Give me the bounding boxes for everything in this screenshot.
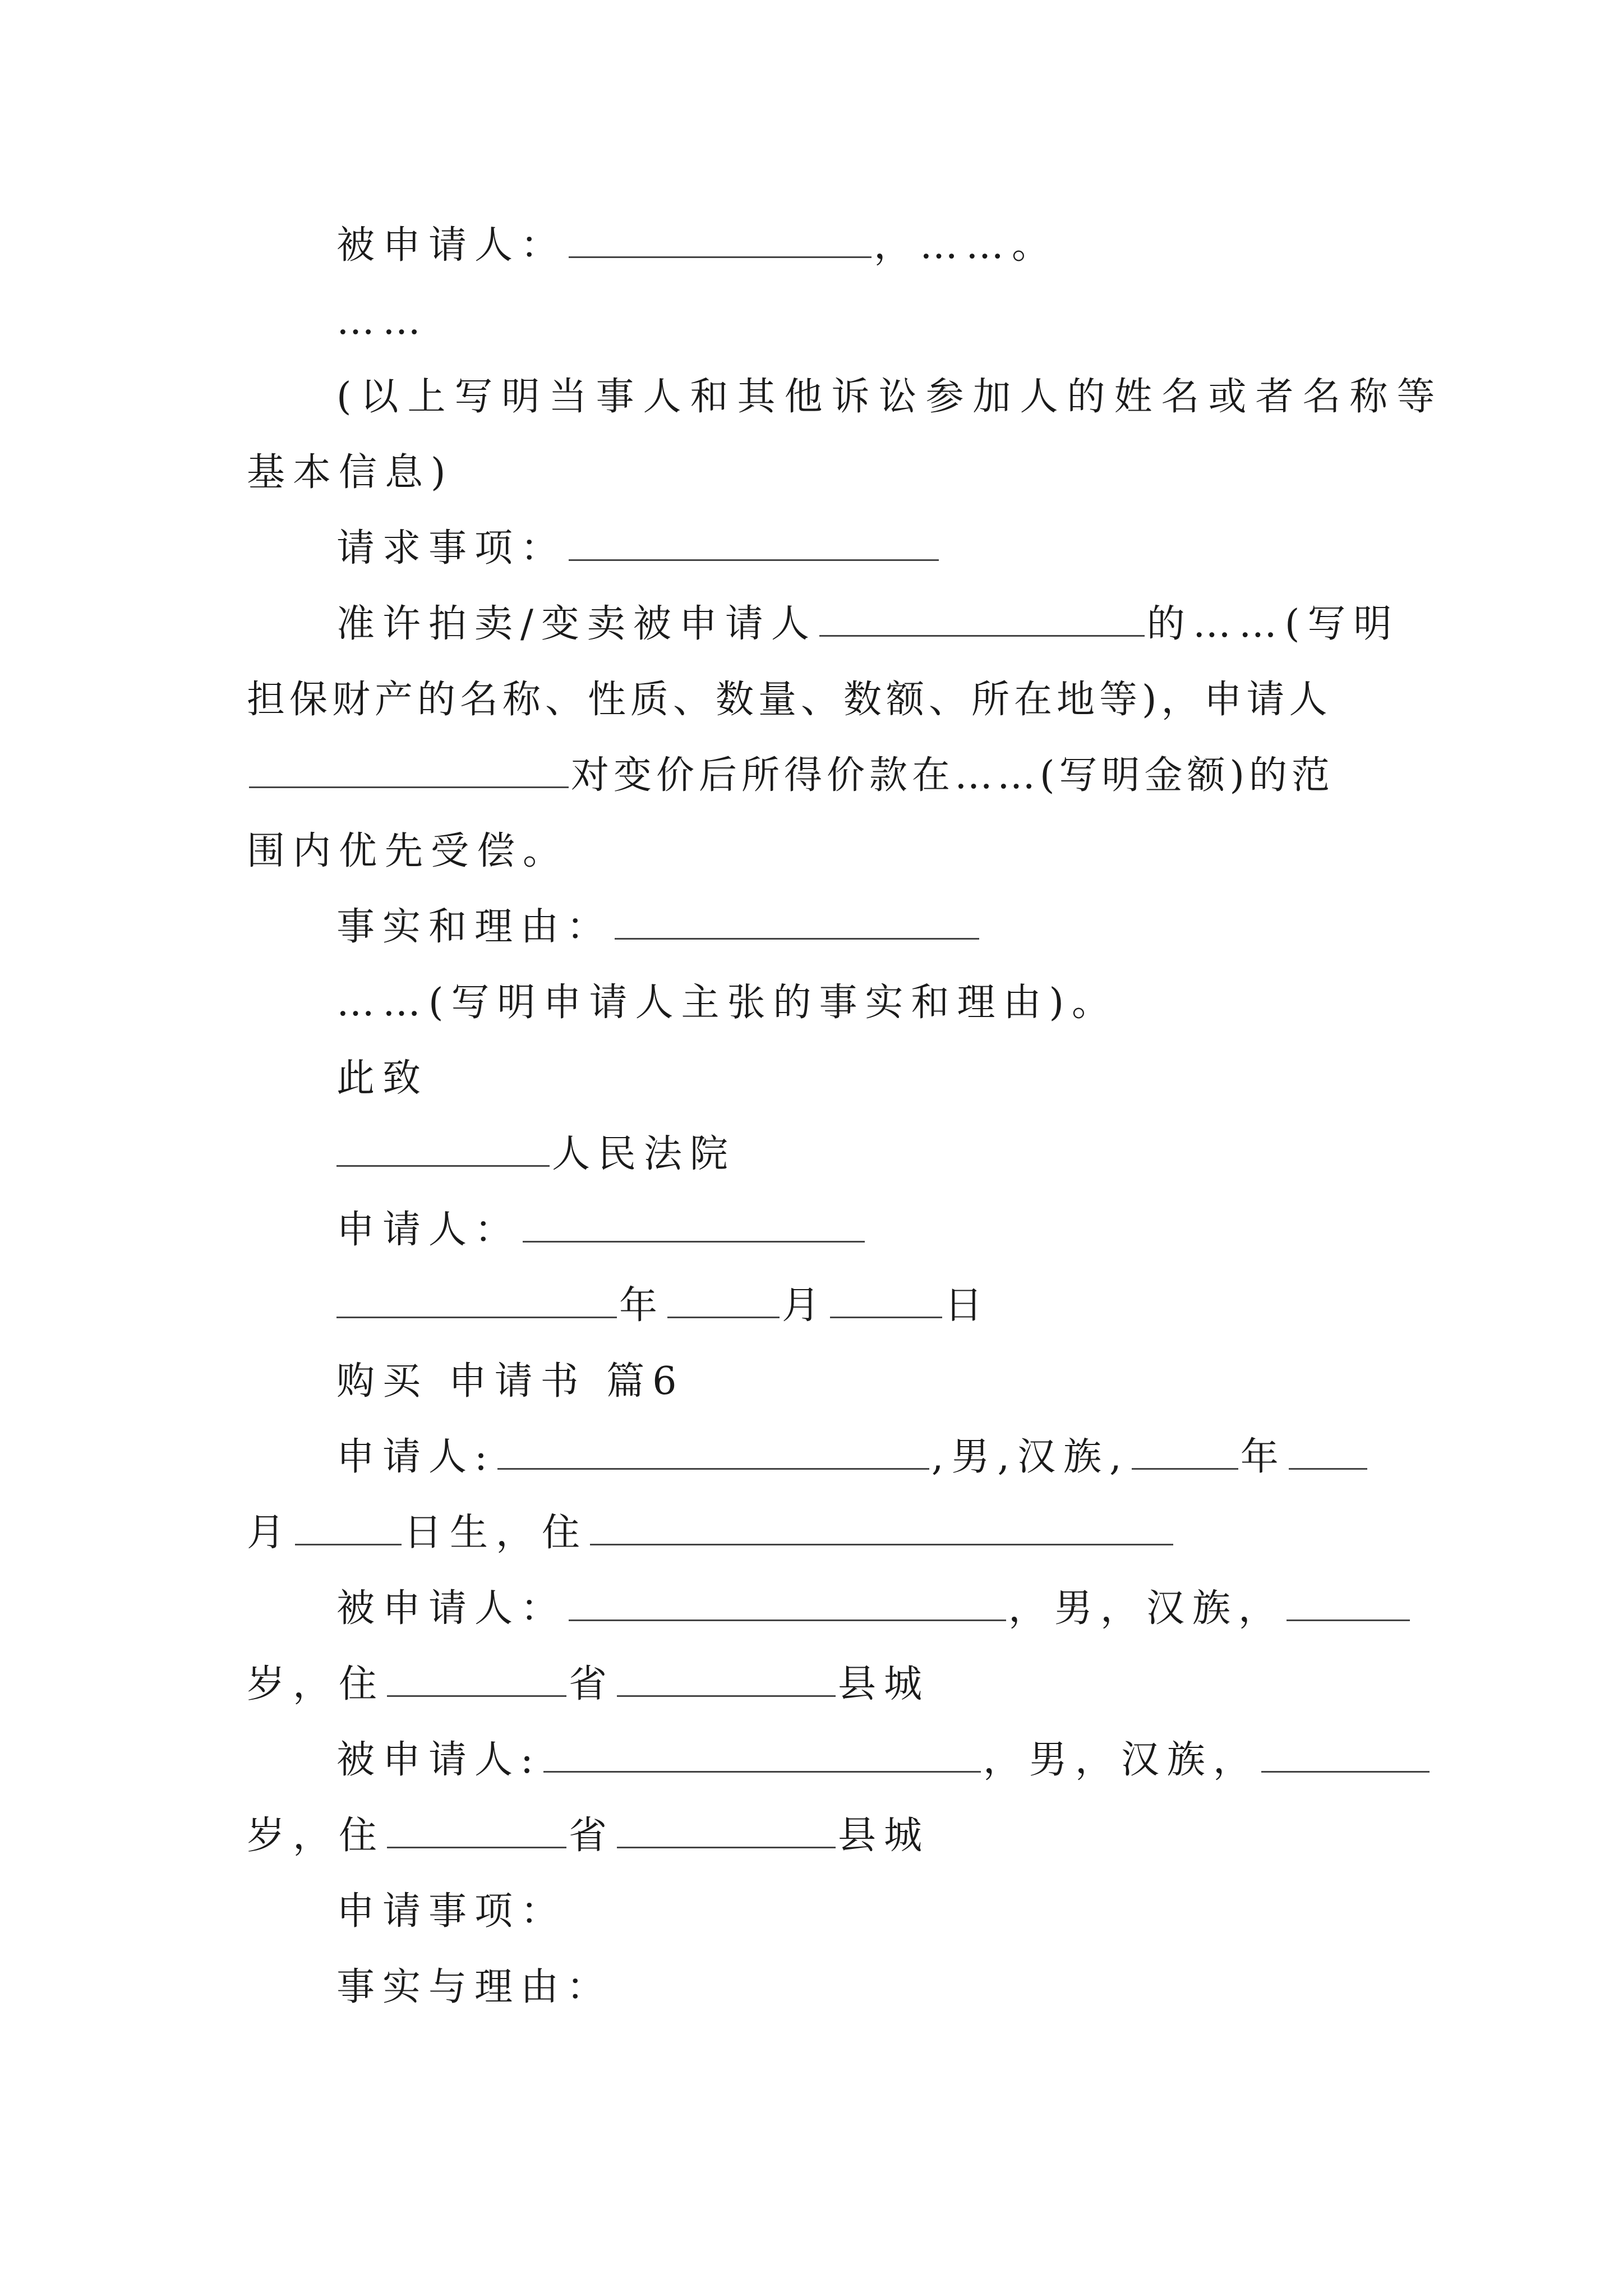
applicant-sign-blank[interactable] [523, 1207, 865, 1243]
day-label: 日 [944, 1283, 991, 1328]
auction-respondent-blank[interactable] [819, 601, 1145, 637]
respondent2-age-blank[interactable] [1261, 1737, 1430, 1773]
respondent2-age-label: 岁，住 [247, 1814, 385, 1858]
court-line [336, 1128, 1391, 1181]
respondent1-name-blank[interactable] [569, 1586, 1006, 1621]
respondent1-address-line [247, 1658, 1391, 1711]
applicant-birth-line [247, 1506, 1391, 1560]
request-items-blank[interactable] [569, 526, 939, 561]
respondent2-address-line [247, 1809, 1391, 1863]
respondent2-province-label: 省 [569, 1814, 615, 1858]
birth-residence-label: 日生，住 [404, 1511, 588, 1555]
request-items-label: 请求事项： [336, 526, 567, 570]
respondent1-age-label: 岁，住 [247, 1662, 385, 1706]
applicant-name-blank[interactable] [497, 1434, 929, 1470]
respondent-label: 被申请人： [336, 223, 567, 268]
birth-month-label: 月 [247, 1511, 293, 1555]
collateral-line [247, 673, 1391, 727]
respondent1-info-line [336, 1582, 1391, 1636]
respondent2-county-blank[interactable] [617, 1813, 836, 1848]
section-heading-text: 购买 申请书 篇6 [336, 1359, 685, 1404]
facts-note-line [336, 976, 1391, 1030]
month-label: 月 [782, 1283, 828, 1328]
respondent2-county-label: 县城 [838, 1814, 930, 1858]
collateral-text: 担保财产的名称、性质、数量、数额、所在地等)，申请人 [247, 678, 1332, 722]
priority-end-line [247, 825, 1391, 878]
respondent-line [336, 219, 1391, 273]
court-name-blank[interactable] [336, 1131, 550, 1167]
residence-blank[interactable] [590, 1510, 1173, 1545]
applicant-info-mid: ,男,汉族, [931, 1435, 1129, 1479]
applicant-info-label: 申请人: [336, 1435, 495, 1479]
birth-year-label: 年 [1240, 1435, 1287, 1479]
respondent1-label: 被申请人： [336, 1586, 567, 1631]
facts-reasons-label: 事实和理由： [336, 905, 613, 949]
applicant-sign-label: 申请人： [336, 1208, 521, 1252]
respondent2-label: 被申请人: [336, 1738, 541, 1782]
birth-day-blank[interactable] [295, 1510, 402, 1545]
priority-end-text: 围内优先受偿。 [247, 829, 569, 873]
info-note-line-2 [247, 446, 1391, 500]
respondent1-city-blank[interactable] [387, 1662, 566, 1697]
priority-line [247, 749, 1391, 803]
day-blank[interactable] [830, 1283, 942, 1318]
respondent2-info-line [336, 1733, 1391, 1787]
applicant-blank[interactable] [249, 753, 569, 788]
respondent2-mid: ，男，汉族， [983, 1738, 1259, 1782]
respondent1-county-blank[interactable] [617, 1662, 836, 1697]
respondent-blank[interactable] [569, 223, 872, 258]
request-items-line [336, 522, 1391, 576]
court-suffix: 人民法院 [552, 1132, 736, 1176]
facts-note-text: ……(写明申请人主张的事实和理由)。 [336, 981, 1118, 1025]
application-items-label: 申请事项： [336, 1889, 567, 1934]
respondent1-county-label: 县城 [838, 1662, 930, 1706]
respondent2-city-blank[interactable] [387, 1813, 566, 1848]
respondent1-province-label: 省 [569, 1662, 615, 1706]
applicant-sign-line [336, 1203, 1391, 1257]
application-items-line [336, 1885, 1391, 1939]
facts-reasons-blank[interactable] [615, 904, 979, 940]
respondent2-name-blank[interactable] [543, 1737, 981, 1773]
applicant-info-line [336, 1430, 1391, 1484]
facts-and-reasons-line [336, 1961, 1391, 2014]
birth-month-blank-start[interactable] [1289, 1434, 1367, 1470]
respondent-suffix: ，……。 [874, 223, 1058, 268]
ellipsis-line [336, 295, 1391, 348]
respondent1-age-blank[interactable] [1287, 1586, 1410, 1621]
facts-and-reasons-label: 事实与理由： [336, 1965, 613, 2009]
auction-request-line [336, 597, 1400, 651]
salutation-line [336, 1052, 1391, 1106]
auction-request-text-a: 准许拍卖/变卖被申请人 [336, 602, 817, 646]
month-blank[interactable] [667, 1283, 780, 1318]
year-blank[interactable] [336, 1283, 617, 1318]
date-line [336, 1279, 1391, 1333]
info-note-line-1 [336, 370, 1444, 424]
auction-request-text-b: 的……(写明 [1146, 602, 1400, 646]
birth-year-blank[interactable] [1132, 1434, 1238, 1470]
year-label: 年 [619, 1283, 666, 1328]
respondent1-mid: ，男，汉族， [1008, 1586, 1285, 1631]
section-heading [336, 1355, 1391, 1409]
info-note-text-1: (以上写明当事人和其他诉讼参加人的姓名或者名称等 [336, 375, 1444, 419]
info-note-text-2: 基本信息) [247, 450, 454, 495]
salutation-text: 此致 [336, 1056, 429, 1101]
ellipsis-text: …… [336, 299, 428, 343]
priority-text: 对变价后所得价款在……(写明金额)的范 [571, 753, 1335, 798]
facts-reasons-line [336, 900, 1391, 954]
